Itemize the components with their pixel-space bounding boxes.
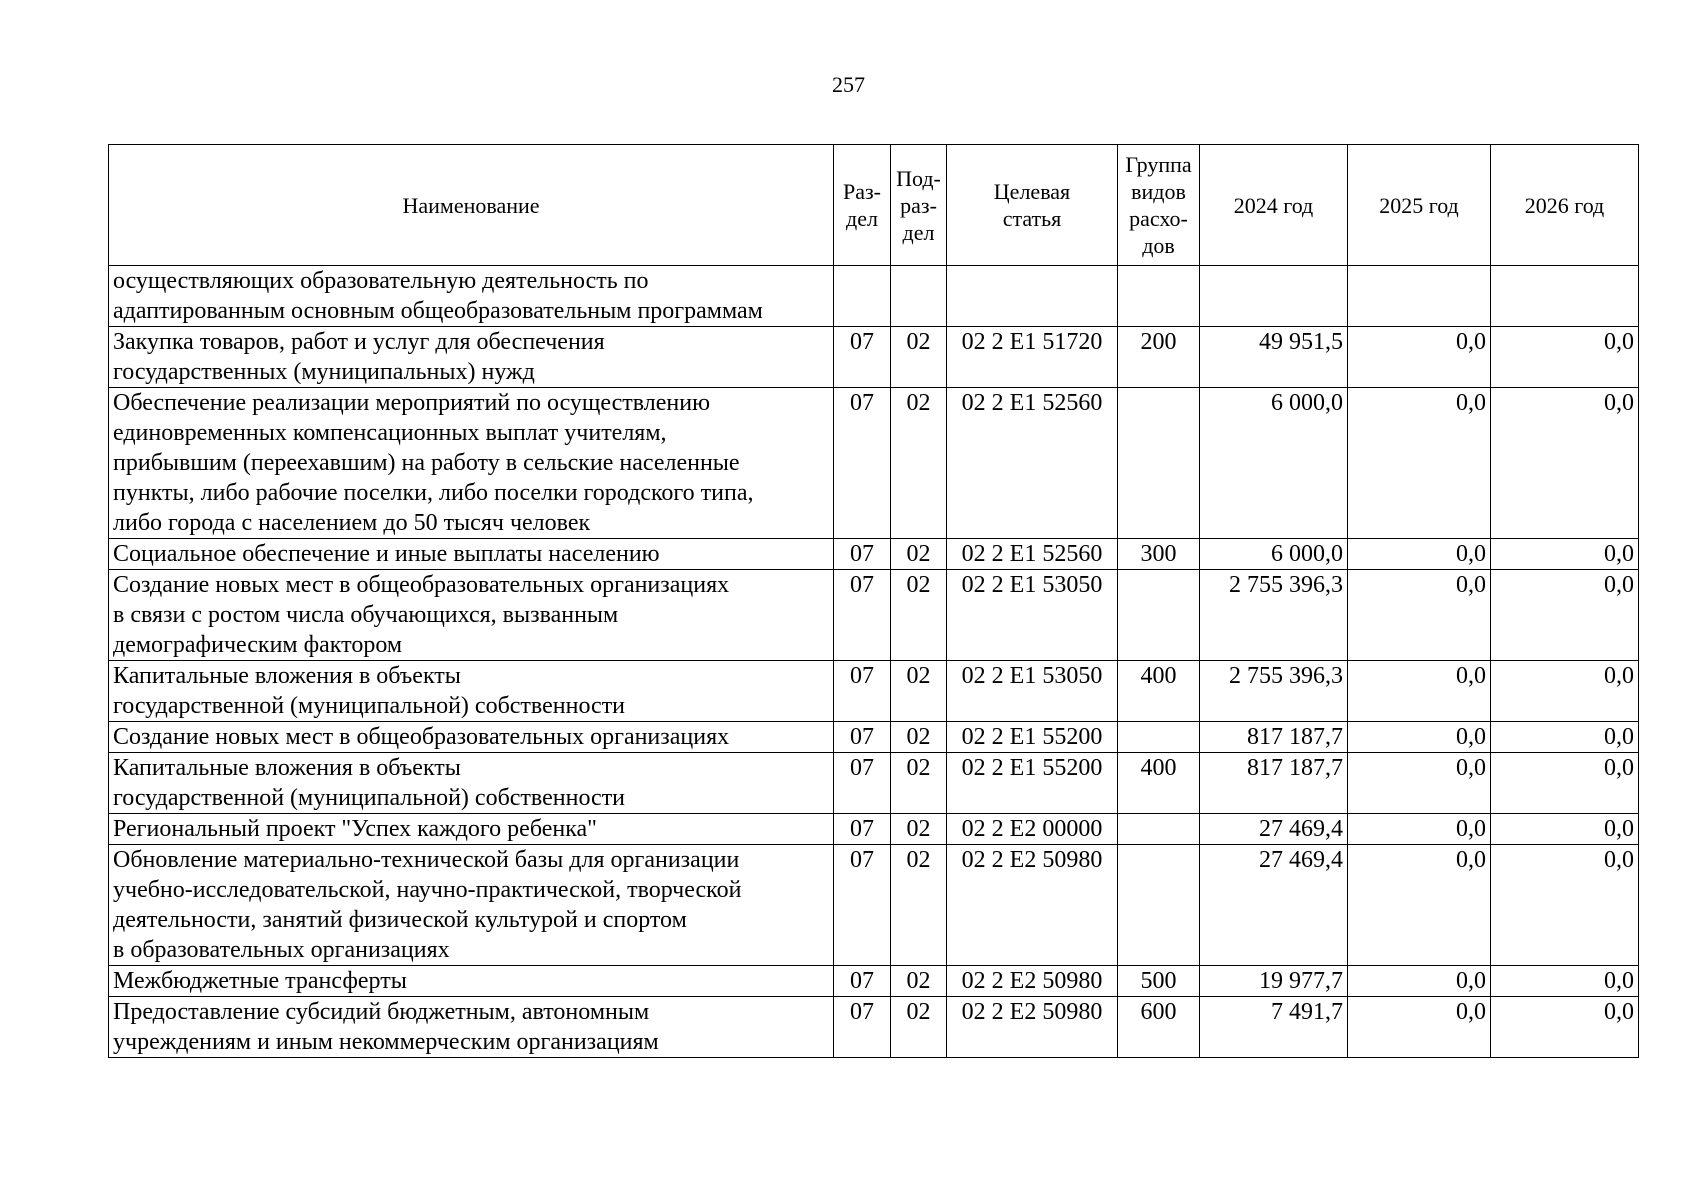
cell-subsection: 02 — [891, 327, 947, 388]
cell-subsection: 02 — [891, 997, 947, 1058]
cell-2026: 0,0 — [1491, 997, 1639, 1058]
cell-2024: 7 491,7 — [1200, 997, 1348, 1058]
cell-subsection: 02 — [891, 722, 947, 753]
header-group: Группа видов расхо- дов — [1118, 145, 1200, 266]
cell-target: 02 2 E2 50980 — [947, 966, 1118, 997]
cell-2024: 2 755 396,3 — [1200, 570, 1348, 661]
cell-2026: 0,0 — [1491, 661, 1639, 722]
cell-group — [1118, 266, 1200, 327]
table-row — [109, 966, 1639, 997]
cell-2025: 0,0 — [1348, 814, 1491, 845]
cell-section: 07 — [834, 388, 891, 539]
table-row — [109, 997, 1639, 1058]
cell-2026: 0,0 — [1491, 388, 1639, 539]
cell-target: 02 2 E2 50980 — [947, 845, 1118, 966]
cell-target — [947, 266, 1118, 327]
cell-2026: 0,0 — [1491, 327, 1639, 388]
cell-name: Социальное обеспечение и иные выплаты населению — [109, 539, 834, 570]
cell-name: Региональный проект "Успех каждого ребенка" — [109, 814, 834, 845]
cell-2025: 0,0 — [1348, 966, 1491, 997]
cell-2024: 27 469,4 — [1200, 814, 1348, 845]
cell-subsection: 02 — [891, 845, 947, 966]
cell-target: 02 2 E1 51720 — [947, 327, 1118, 388]
cell-2024: 49 951,5 — [1200, 327, 1348, 388]
cell-target: 02 2 E1 53050 — [947, 661, 1118, 722]
cell-section: 07 — [834, 997, 891, 1058]
cell-subsection — [891, 266, 947, 327]
cell-subsection: 02 — [891, 539, 947, 570]
cell-group — [1118, 388, 1200, 539]
cell-2026 — [1491, 266, 1639, 327]
cell-target: 02 2 E1 55200 — [947, 753, 1118, 814]
cell-group: 400 — [1118, 661, 1200, 722]
table-row — [109, 845, 1639, 966]
cell-name: Обновление материально-технической базы для организации учебно-исследовательской, научно-практической, творческой деятельности, занятий физической культурой и спортом в образовательных организациях — [109, 845, 834, 966]
table-row — [109, 327, 1639, 388]
table-row — [109, 539, 1639, 570]
table-row — [109, 753, 1639, 814]
table-row — [109, 722, 1639, 753]
cell-name: Обеспечение реализации мероприятий по осуществлению единовременных компенсационных выплат учителям, прибывшим (переехавшим) на работу в сельские населенные пункты, либо рабочие поселки, либо поселки городского типа, либо города с населением до 50 тысяч человек — [109, 388, 834, 539]
cell-group: 200 — [1118, 327, 1200, 388]
cell-2025: 0,0 — [1348, 845, 1491, 966]
cell-name: Капитальные вложения в объекты государственной (муниципальной) собственности — [109, 753, 834, 814]
cell-2026: 0,0 — [1491, 814, 1639, 845]
table-body — [109, 266, 1639, 1058]
table-row — [109, 266, 1639, 327]
cell-target: 02 2 E1 52560 — [947, 539, 1118, 570]
cell-name: осуществляющих образовательную деятельность по адаптированным основным общеобразовательным программам — [109, 266, 834, 327]
cell-target: 02 2 E1 55200 — [947, 722, 1118, 753]
cell-subsection: 02 — [891, 753, 947, 814]
cell-name: Предоставление субсидий бюджетным, автономным учреждениям и иным некоммерческим организациям — [109, 997, 834, 1058]
header-2024: 2024 год — [1200, 145, 1348, 266]
cell-2025: 0,0 — [1348, 997, 1491, 1058]
cell-section: 07 — [834, 539, 891, 570]
cell-group — [1118, 722, 1200, 753]
cell-2025: 0,0 — [1348, 388, 1491, 539]
header-target: Целевая статья — [947, 145, 1118, 266]
table-row — [109, 570, 1639, 661]
cell-2025: 0,0 — [1348, 539, 1491, 570]
cell-subsection: 02 — [891, 661, 947, 722]
cell-section: 07 — [834, 814, 891, 845]
header-subsection: Под- раз- дел — [891, 145, 947, 266]
table-header-row — [109, 145, 1639, 266]
header-name: Наименование — [109, 145, 834, 266]
cell-2025: 0,0 — [1348, 327, 1491, 388]
cell-name: Капитальные вложения в объекты государственной (муниципальной) собственности — [109, 661, 834, 722]
cell-subsection: 02 — [891, 814, 947, 845]
cell-subsection: 02 — [891, 966, 947, 997]
cell-2024: 27 469,4 — [1200, 845, 1348, 966]
cell-section — [834, 266, 891, 327]
header-section: Раз- дел — [834, 145, 891, 266]
cell-2024 — [1200, 266, 1348, 327]
budget-table — [108, 144, 1639, 1058]
header-2025: 2025 год — [1348, 145, 1491, 266]
cell-2026: 0,0 — [1491, 722, 1639, 753]
cell-name: Создание новых мест в общеобразовательных организациях в связи с ростом числа обучающихся, вызванным демографическим фактором — [109, 570, 834, 661]
cell-section: 07 — [834, 570, 891, 661]
cell-target: 02 2 E1 53050 — [947, 570, 1118, 661]
cell-section: 07 — [834, 661, 891, 722]
cell-2025: 0,0 — [1348, 570, 1491, 661]
cell-group: 300 — [1118, 539, 1200, 570]
cell-2024: 19 977,7 — [1200, 966, 1348, 997]
cell-group: 500 — [1118, 966, 1200, 997]
cell-2024: 2 755 396,3 — [1200, 661, 1348, 722]
cell-section: 07 — [834, 966, 891, 997]
cell-subsection: 02 — [891, 388, 947, 539]
cell-section: 07 — [834, 845, 891, 966]
cell-target: 02 2 E1 52560 — [947, 388, 1118, 539]
cell-section: 07 — [834, 327, 891, 388]
cell-group: 400 — [1118, 753, 1200, 814]
cell-group — [1118, 570, 1200, 661]
cell-2026: 0,0 — [1491, 753, 1639, 814]
cell-2024: 6 000,0 — [1200, 539, 1348, 570]
cell-2026: 0,0 — [1491, 570, 1639, 661]
header-2026: 2026 год — [1491, 145, 1639, 266]
cell-2025: 0,0 — [1348, 722, 1491, 753]
page-number: 257 — [832, 72, 865, 97]
cell-group — [1118, 845, 1200, 966]
cell-2026: 0,0 — [1491, 539, 1639, 570]
cell-section: 07 — [834, 753, 891, 814]
cell-subsection: 02 — [891, 570, 947, 661]
cell-name: Закупка товаров, работ и услуг для обеспечения государственных (муниципальных) нужд — [109, 327, 834, 388]
cell-2025: 0,0 — [1348, 753, 1491, 814]
cell-2025 — [1348, 266, 1491, 327]
cell-section: 07 — [834, 722, 891, 753]
cell-2026: 0,0 — [1491, 966, 1639, 997]
cell-2025: 0,0 — [1348, 661, 1491, 722]
table-row — [109, 388, 1639, 539]
table-row — [109, 661, 1639, 722]
cell-name: Межбюджетные трансферты — [109, 966, 834, 997]
cell-2024: 817 187,7 — [1200, 722, 1348, 753]
cell-target: 02 2 E2 00000 — [947, 814, 1118, 845]
cell-2024: 6 000,0 — [1200, 388, 1348, 539]
cell-2026: 0,0 — [1491, 845, 1639, 966]
table-row — [109, 814, 1639, 845]
cell-2024: 817 187,7 — [1200, 753, 1348, 814]
cell-target: 02 2 E2 50980 — [947, 997, 1118, 1058]
cell-name: Создание новых мест в общеобразовательных организациях — [109, 722, 834, 753]
cell-group: 600 — [1118, 997, 1200, 1058]
cell-group — [1118, 814, 1200, 845]
